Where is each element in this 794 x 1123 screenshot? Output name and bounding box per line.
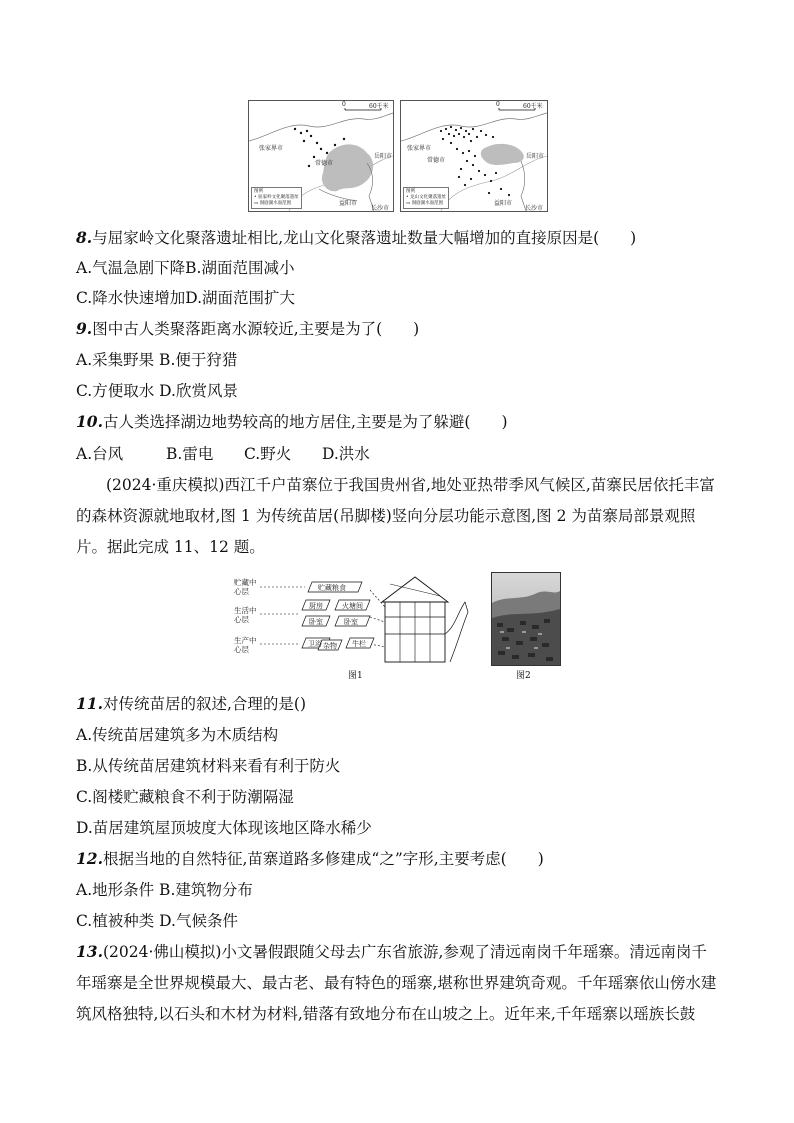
- intro-text: (2024·重庆模拟)西江千户苗寨位于我国贵州省,地处亚热带季风气候区,苗寨民居依托丰富的森林资源就地取材,图 1 为传统苗居(吊脚楼)竖向分层功能示意图,图 2 为苗寨局部景观照片。据此完成 11、12 题。: [76, 476, 715, 556]
- map-right-scale-zero: 0: [496, 101, 500, 108]
- map-left-legend-lake: 洞庭湖水面范围: [259, 201, 292, 206]
- figure-1-room-bath: 卫浴: [308, 640, 322, 648]
- question-11-option-d: D.苗居建筑屋顶坡度大体现该地区降水稀少: [76, 819, 372, 837]
- figure-1-room-storage: 杂物: [323, 642, 337, 650]
- question-10-text: 古人类选择湖边地势较高的地方居住,主要是为了躲避( ): [102, 413, 508, 431]
- map-right-city-zhangjiajie: 张家界市: [407, 145, 432, 152]
- question-11-number: 11.: [76, 694, 103, 713]
- map-right-legend-lake: 洞庭湖水面范围: [411, 201, 444, 206]
- question-9-options-2: C.方便取水 D.欣赏风景: [76, 382, 238, 400]
- figure-1-layer-production: 生产中心层: [234, 636, 257, 654]
- question-8-text: 与屈家岭文化聚落遗址相比,龙山文化聚落遗址数量大幅增加的直接原因是( ): [92, 229, 637, 247]
- map-right-city-yueyang: 岳阳市: [526, 153, 545, 160]
- question-10-stem: [76, 412, 508, 432]
- question-9-stem: [76, 319, 419, 339]
- intro-paragraph: [76, 470, 720, 563]
- question-9-options-1: A.采集野果 B.便于狩猎: [76, 351, 238, 369]
- question-10-options: [76, 444, 370, 464]
- question-10-option-c: C.野火: [244, 445, 292, 463]
- figure-1-room-bedroom-2: 卧室: [344, 618, 358, 626]
- map-left-legend: 图例 • 屈家岭文化聚落遗址 ▭ 洞庭湖水面范围: [251, 187, 302, 209]
- map-right-legend: 图例 • 龙山文化聚落遗址 ▭ 洞庭湖水面范围: [403, 187, 449, 209]
- question-8-options-1: A.气温急剧下降B.湖面范围减小: [76, 259, 295, 277]
- map-longshan: [400, 100, 548, 212]
- question-9-text: 图中古人类聚落距离水源较近,主要是为了( ): [92, 320, 420, 338]
- map-right-legend-title: 图例: [406, 189, 415, 194]
- map-qujialing: [248, 100, 394, 212]
- map-left-scale-label: 60千米: [369, 103, 389, 110]
- figure-1-layer-storage: 贮藏中心层: [234, 578, 257, 596]
- figure-2-caption: 图2: [516, 671, 531, 681]
- figure-2: [491, 572, 561, 682]
- figure-1-caption: 图1: [348, 671, 363, 681]
- figure-1-room-cattle: 牛栏: [352, 640, 366, 648]
- map-right-city-yiyang: 益阳市: [494, 200, 513, 207]
- question-11-text: 对传统苗居的叙述,合理的是(): [102, 695, 306, 713]
- question-13-number: 13.: [76, 942, 103, 961]
- map-left-city-zhangjiajie: 张家界市: [259, 145, 284, 152]
- question-11-option-b: B.从传统苗居建筑材料来看有利于防火: [76, 757, 341, 775]
- question-12-text: 根据当地的自然特征,苗寨道路多修建成“之”字形,主要考虑( ): [102, 850, 544, 868]
- figure-1-room-grain: 贮藏粮食: [318, 584, 346, 592]
- map-right-city-changde: 常德市: [427, 157, 446, 164]
- figure-1-room-kitchen: 厨房: [309, 602, 323, 610]
- figure-1-layer-living: 生活中心层: [234, 606, 257, 624]
- question-13-text: (2024·佛山模拟)小文暑假跟随父母去广东省旅游,参观了清远南岗千年瑶寨。清远南岗千年瑶寨是全世界规模最大、最古老、最有特色的瑶寨,堪称世界建筑奇观。千年瑶寨依山傍水建筑风格独特,以石头和木材为材料,错落有致地分布在山坡之上。近年来,千年瑶寨以瑶族长鼓: [76, 943, 717, 1023]
- question-13: [76, 936, 720, 1030]
- map-left-city-yiyang: 益阳市: [339, 200, 358, 207]
- figure-1-room-bedroom-1: 卧室: [309, 618, 323, 626]
- question-11-option-a: A.传统苗居建筑多为木质结构: [76, 726, 279, 744]
- map-right-scale-label: 60千米: [523, 103, 543, 110]
- question-10-number: 10.: [76, 412, 103, 431]
- map-left-legend-sites: 屈家岭文化聚落遗址: [258, 195, 299, 200]
- question-10-option-d: D.洪水: [322, 445, 370, 463]
- question-12-options-1: A.地形条件 B.建筑物分布: [76, 881, 253, 899]
- map-left-scale-zero: 0: [342, 101, 346, 108]
- question-8-stem: [76, 228, 636, 248]
- question-10-option-b: B.雷电: [166, 445, 214, 463]
- figure-2-photo: [491, 572, 561, 666]
- question-8-number: 8.: [76, 228, 93, 247]
- map-left-legend-title: 图例: [254, 189, 263, 194]
- figure-1: [230, 572, 480, 682]
- question-9-number: 9.: [76, 319, 93, 338]
- question-12-number: 12.: [76, 849, 103, 868]
- question-12-options-2: C.植被种类 D.气候条件: [76, 912, 238, 930]
- map-left-city-changde: 常德市: [315, 160, 334, 167]
- map-right-city-changsha: 长沙市: [525, 205, 544, 212]
- map-left-city-changsha: 长沙市: [371, 205, 390, 212]
- figure-1-room-firepit: 火塘间: [342, 602, 363, 610]
- question-11-option-c: C.阁楼贮藏粮食不利于防潮隔湿: [76, 788, 294, 806]
- question-11-stem: [76, 694, 306, 714]
- question-12-stem: [76, 849, 544, 869]
- map-right-legend-sites: 龙山文化聚落遗址: [410, 195, 447, 200]
- map-left-city-yueyang: 岳阳市: [374, 153, 393, 160]
- question-8-options-2: C.降水快速增加D.湖面范围扩大: [76, 289, 296, 307]
- question-10-option-a: A.台风: [76, 445, 124, 463]
